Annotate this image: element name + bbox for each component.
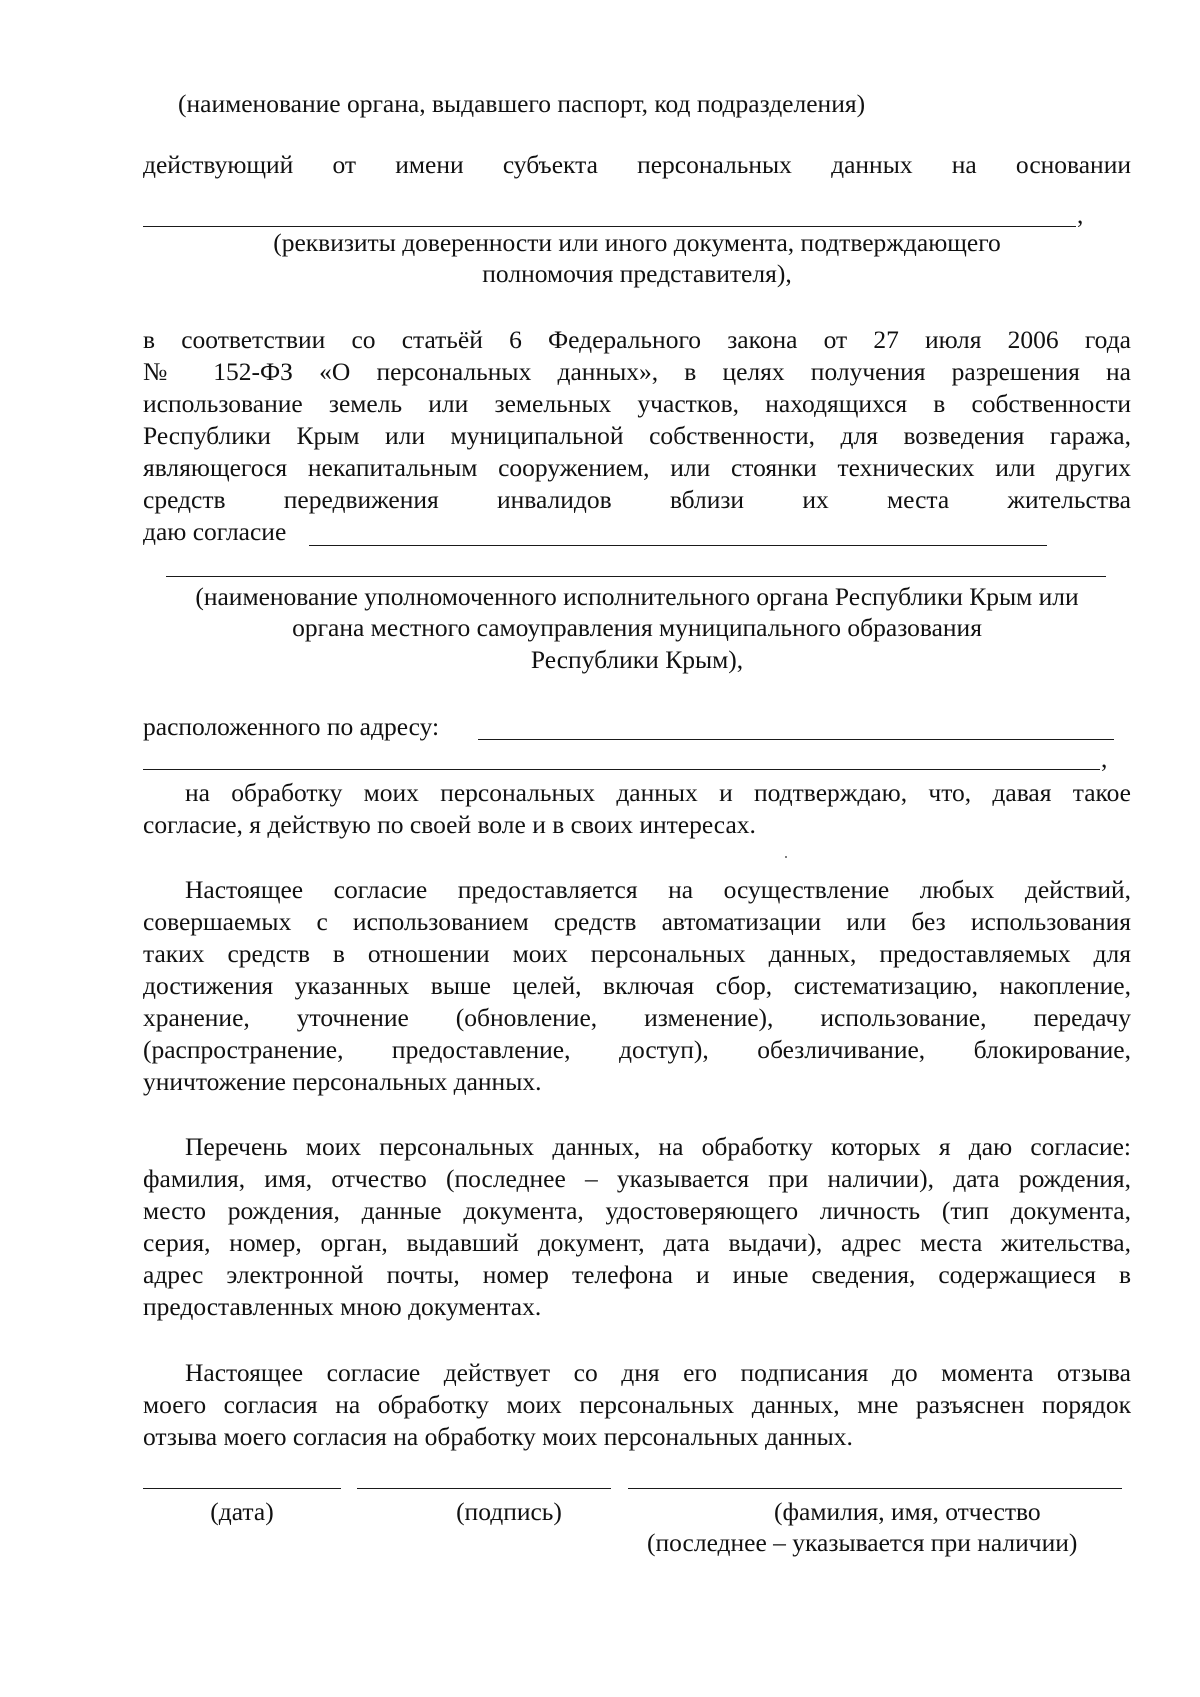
address-blank-line[interactable] (478, 739, 1114, 740)
organ-caption-2: органа местного самоуправления муниципального образования (292, 613, 982, 642)
list-line-5: адрес электронной почты, номер телефона и иные сведения, содержащиеся в (143, 1260, 1131, 1289)
list-line-6: предоставленных мною документах. (143, 1292, 542, 1321)
processing-line-2: согласие, я действую по своей воле и в своих интересах. (143, 810, 756, 839)
full-name-blank-line[interactable] (628, 1488, 1122, 1489)
organ-caption-3: Республики Крым), (530, 645, 744, 674)
actions-line-5: хранение, уточнение (обновление, изменение), использование, передачу (143, 1003, 1131, 1032)
law-paragraph-line-1: в соответствии со статьёй 6 Федерального закона от 27 июля 2006 года (143, 325, 1131, 354)
law-paragraph-line-3: использование земель или земельных участков, находящихся в собственности (143, 389, 1131, 418)
passport-issuer-caption: (наименование органа, выдавшего паспорт, код подразделения) (178, 89, 866, 118)
validity-line-2: моего согласия на обработку моих персональных данных, мне разъяснен порядок (143, 1390, 1131, 1419)
address-blank-line-2[interactable] (143, 769, 1100, 770)
date-caption: (дата) (210, 1497, 274, 1526)
processing-line-1: на обработку моих персональных данных и подтверждаю, что, давая такое (185, 778, 1131, 807)
law-paragraph-line-6: средств передвижения инвалидов вблизи их места жительства (143, 485, 1131, 514)
full-name-caption-1: (фамилия, имя, отчество (774, 1497, 1041, 1526)
address-line-comma: , (1101, 744, 1108, 773)
consent-label: даю согласие (143, 517, 287, 546)
signature-blank-line[interactable] (357, 1488, 611, 1489)
proxy-line-comma: , (1077, 200, 1084, 229)
list-line-1: Перечень моих персональных данных, на обработку которых я даю согласие: (185, 1132, 1131, 1161)
law-paragraph-line-5: являющегося некапитальным сооружением, или стоянки технических или других (143, 453, 1131, 482)
law-paragraph-line-4: Республики Крым или муниципальной собственности, для возведения гаража, (143, 421, 1131, 450)
law-paragraph-line-2: № 152-ФЗ «О персональных данных», в целях получения разрешения на (143, 357, 1131, 386)
proxy-document-caption-1: (реквизиты доверенности или иного документа, подтверждающего (273, 228, 1001, 257)
full-name-caption-2: (последнее – указывается при наличии) (647, 1528, 1078, 1557)
proxy-document-blank-line[interactable] (143, 226, 1076, 227)
actions-line-3: таких средств в отношении моих персональных данных, предоставляемых для (143, 939, 1131, 968)
list-line-4: серия, номер, орган, выдавший документ, дата выдачи), адрес места жительства, (143, 1228, 1131, 1257)
validity-line-1: Настоящее согласие действует со дня его подписания до момента отзыва (185, 1358, 1131, 1387)
proxy-document-caption-2: полномочия представителя), (482, 259, 792, 288)
organ-caption-1: (наименование уполномоченного исполнительного органа Республики Крым или (195, 582, 1079, 611)
actions-line-2: совершаемых с использованием средств автоматизации или без использования (143, 907, 1131, 936)
consent-recipient-blank-line-2[interactable] (166, 576, 1106, 577)
scan-speck (785, 856, 787, 858)
list-line-3: место рождения, данные документа, удостоверяющего личность (тип документа, (143, 1196, 1131, 1225)
validity-line-3: отзыва моего согласия на обработку моих персональных данных. (143, 1422, 853, 1451)
acting-on-behalf-line: действующий от имени субъекта персональных данных на основании (143, 150, 1131, 179)
actions-line-6: (распространение, предоставление, доступ), обезличивание, блокирование, (143, 1035, 1131, 1064)
date-blank-line[interactable] (143, 1488, 341, 1489)
actions-line-1: Настоящее согласие предоставляется на осуществление любых действий, (185, 875, 1131, 904)
actions-line-4: достижения указанных выше целей, включая сбор, систематизацию, накопление, (143, 971, 1131, 1000)
address-label: расположенного по адресу: (143, 712, 440, 741)
actions-line-7: уничтожение персональных данных. (143, 1067, 542, 1096)
signature-caption: (подпись) (456, 1497, 562, 1526)
consent-recipient-blank-line[interactable] (309, 545, 1047, 546)
list-line-2: фамилия, имя, отчество (последнее – указывается при наличии), дата рождения, (143, 1164, 1131, 1193)
